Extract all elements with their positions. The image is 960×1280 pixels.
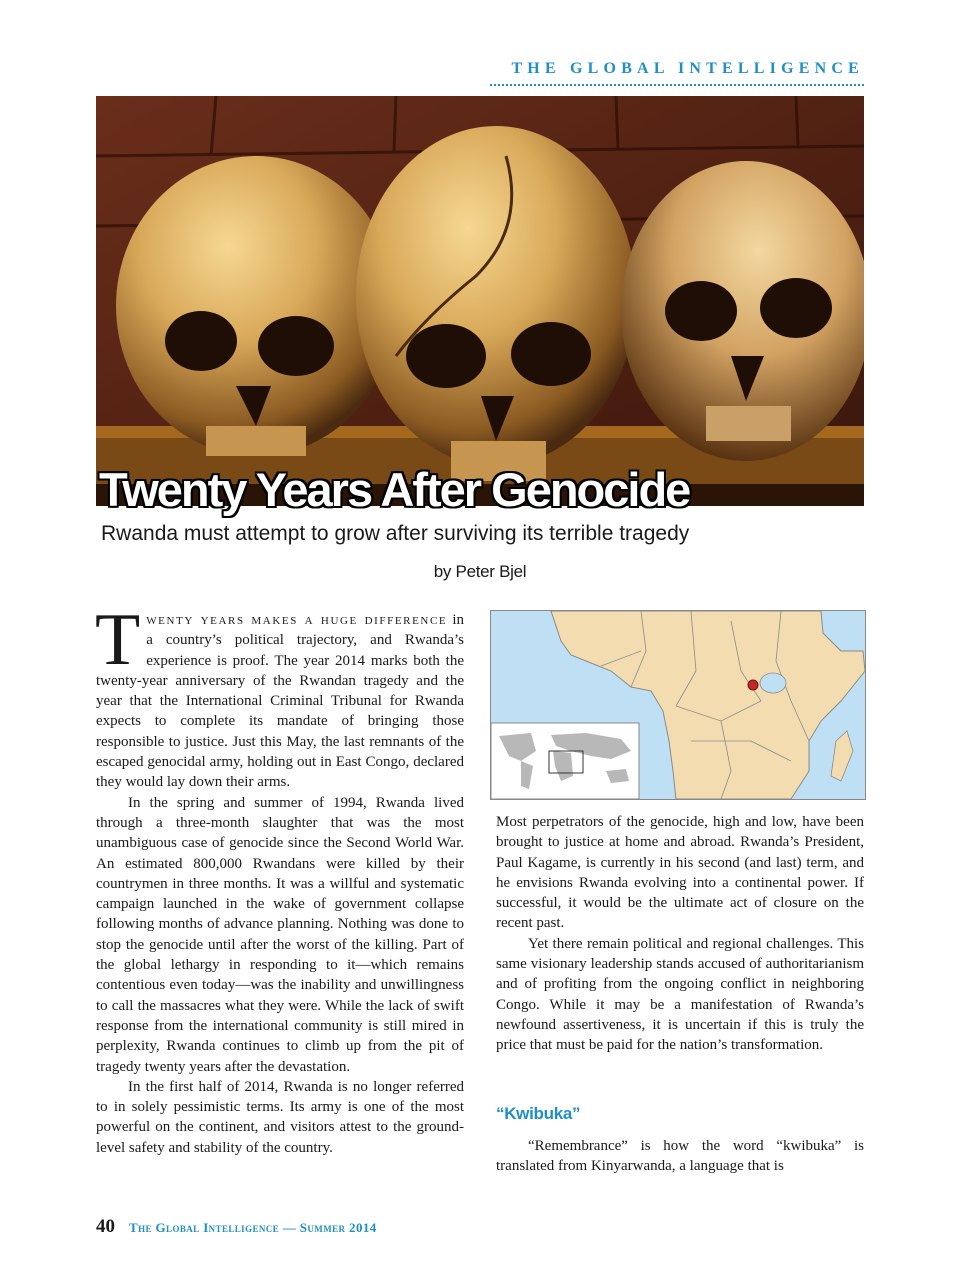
article-column-right [496,812,864,1056]
page-footer [96,1216,377,1238]
page-number: 40 [96,1216,115,1237]
paragraph-1-text: in a country’s political trajectory, and Rwanda’s experience is proof. The year 2014 marks both the twenty-year anniversary of the Rwandan tragedy and the year that the International Criminal Tribunal for Rwanda expects to complete its mandate of bringing those responsible to justice. Just this May, the last remnants of the escaped genocidal army, holding out in East Congo, declared they would lay down their arms. [96,612,464,791]
paragraph-4: Most perpetrators of the genocide, high and low, have been brought to justice at home and abroad. Rwanda’s President, Paul Kagame, is currently in his second (and last) term, and he envisions Rwanda evolving into a continental power. If successful, it would be the ultimate act of closure on the recent past. [496,814,864,932]
paragraph-2: In the spring and summer of 1994, Rwanda lived through a three-month slaughter that was the most unambiguous case of genocide since the Second World War. An estimated 800,000 Rwandans were killed by their countrymen in three months. It was a willful and systematic campaign launched in the wake of government collapse following months of advance planning. Nothing was done to stop the genocide until after the worst of the killing. Part of the global lethargy in responding to it—which remains contentious even today—was the inability and unwillingness to call the massacres what they were. While the lack of swift response from the international community is still mired in perplexity, Rwanda continues to climb up from the pit of tragedy twenty years after the devastation. [96,794,464,1075]
lead-in: wenty years makes a huge difference [146,612,448,628]
hero-photo-skulls [96,96,864,506]
article-subtitle: Rwanda must attempt to grow after surviving its terrible tragedy [101,522,690,545]
paragraph-1 [95,599,464,793]
article-column-left [95,599,464,1158]
publication-line: The Global Intelligence — Summer 2014 [129,1220,377,1235]
article-column-right-continued [496,1136,864,1177]
masthead-rule [490,84,864,86]
article-title: Twenty Years After Genocide [99,463,690,516]
masthead: THE GLOBAL INTELLIGENCE [511,60,864,77]
drop-cap: T [95,599,141,681]
africa-locator-map [490,610,866,800]
section-heading-kwibuka: “Kwibuka” [496,1104,581,1123]
paragraph-6: “Remembrance” is how the word “kwibuka” is translated from Kinyarwanda, a language that is [496,1138,864,1175]
byline: by Peter Bjel [433,562,527,581]
paragraph-5: Yet there remain political and regional challenges. This same visionary leadership stands accused of authoritarianism and of profiting from the ongoing conflict in neighboring Congo. While it may be a manifestation of Rwanda’s newfound assertiveness, it is uncertain if this is truly the price that must be paid for the nation’s transformation. [496,935,864,1054]
paragraph-3: In the first half of 2014, Rwanda is no longer referred to in solely pessimistic terms. Its army is one of the most powerful on the continent, and visitors attest to the ground-level safety and stability of the country. [96,1078,464,1156]
